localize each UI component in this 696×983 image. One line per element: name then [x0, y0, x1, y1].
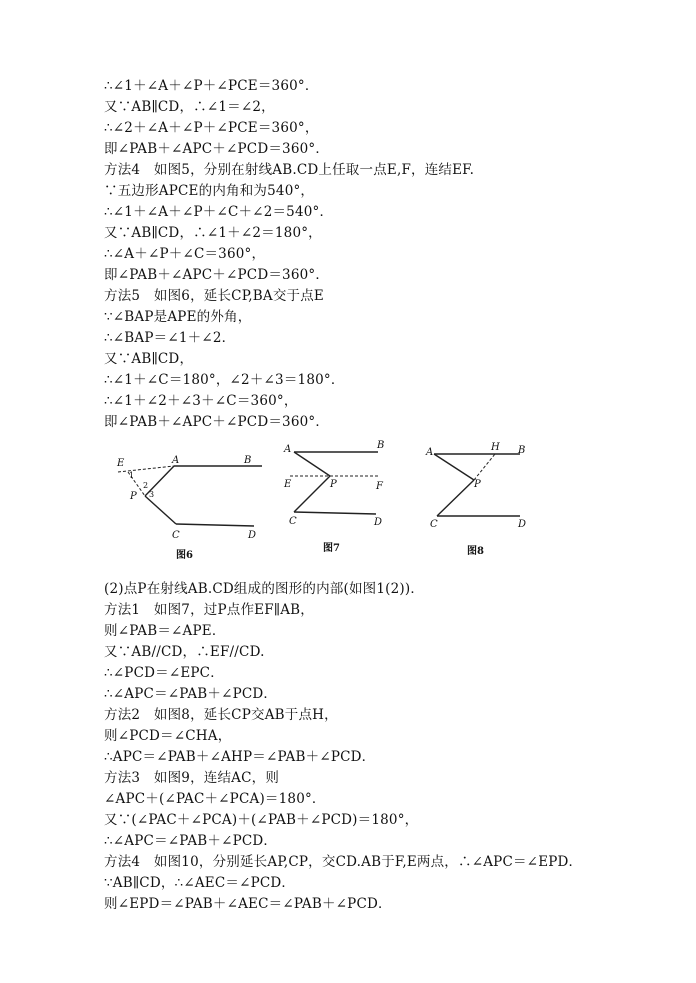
text-line: 又∵AB∥CD，∴∠1＋∠2＝180°，	[104, 225, 322, 241]
text-line: ∴APC＝∠PAB＋∠AHP＝∠PAB＋∠PCD．	[104, 749, 376, 765]
figures-row	[0, 436, 696, 566]
fig6-label-1: 1	[129, 471, 135, 480]
fig6-label-d: D	[248, 530, 257, 541]
fig7-label-e: E	[284, 479, 292, 490]
text-line: 方法3 如图9，连结AC，则	[104, 770, 280, 786]
text-line: ∴∠APC＝∠PAB＋∠PCD．	[104, 833, 278, 849]
text-line: 方法2 如图8，延长CP交AB于点H，	[104, 707, 338, 723]
text-line: 则∠PCD＝∠CHA，	[104, 728, 232, 744]
fig7-line-cd	[294, 512, 376, 514]
text-line: 则∠EPD＝∠PAB＋∠AEC＝∠PAB＋∠PCD．	[104, 896, 392, 912]
fig8-line-pc	[437, 480, 474, 516]
text-line: 方法4 如图10，分别延长AP,CP，交CD.AB于F,E两点，∴∠APC＝∠EPD．	[104, 854, 583, 870]
fig8-caption: 图8	[467, 546, 484, 557]
text-line: ∴∠PCD＝∠EPC．	[104, 665, 224, 681]
text-line: 则∠PAB＝∠APE．	[104, 623, 226, 639]
text-line: 即∠PAB＋∠APC＋∠PCD＝360°．	[104, 267, 330, 283]
fig6-label-2: 2	[143, 481, 149, 490]
fig6-label-p: P	[130, 491, 137, 502]
fig6-caption: 图6	[176, 550, 193, 561]
fig8-line-ph-dashed	[474, 454, 495, 480]
text-line: 方法4 如图5，分别在射线AB.CD上任取一点E,F，连结EF.	[104, 162, 475, 178]
fig6-label-c: C	[172, 530, 180, 541]
figure-7	[283, 440, 384, 554]
figure-6	[116, 455, 262, 561]
text-line: 方法5 如图6，延长CP,BA交于点E	[104, 288, 324, 304]
fig7-label-d: D	[374, 517, 383, 528]
fig6-line-cd	[176, 524, 254, 526]
text-line: ∠APC＋(∠PAC＋∠PCA)＝180°．	[104, 791, 326, 807]
figures-svg	[0, 436, 696, 566]
fig7-line-ap	[294, 452, 330, 476]
fig7-line-pc	[294, 476, 330, 512]
fig6-label-e: E	[117, 458, 125, 469]
text-line: 即∠PAB＋∠APC＋∠PCD＝360°．	[104, 141, 330, 157]
fig8-label-p: P	[474, 479, 481, 490]
text-line: ∴∠A＋∠P＋∠C＝360°，	[104, 246, 266, 262]
fig8-label-a: A	[426, 447, 434, 458]
fig6-line-pc	[145, 496, 176, 524]
fig7-caption: 图7	[323, 543, 340, 554]
fig7-label-b: B	[377, 440, 385, 451]
text-line: ∵AB∥CD，∴∠AEC＝∠PCD．	[104, 875, 296, 891]
fig7-label-a: A	[284, 444, 292, 455]
fig6-line-ea-dashed	[118, 466, 174, 472]
fig7-label-f: F	[376, 481, 383, 492]
text-line: ∴∠1＋∠C＝180°，∠2＋∠3＝180°．	[104, 372, 345, 388]
fig8-label-h: H	[491, 442, 500, 453]
text-line: ∴∠APC＝∠PAB＋∠PCD．	[104, 686, 278, 702]
figure-8	[425, 442, 526, 557]
text-line: ∴∠1＋∠A＋∠P＋∠PCE＝360°．	[104, 78, 319, 94]
fig8-label-c: C	[430, 519, 438, 530]
text-line: ∵∠BAP是APE的外角，	[104, 309, 252, 325]
text-line: ∴∠2＋∠A＋∠P＋∠PCE＝360°，	[104, 120, 319, 136]
fig8-label-d: D	[518, 519, 527, 530]
fig8-line-ap	[434, 454, 474, 480]
fig7-label-c: C	[289, 516, 297, 527]
text-line: 方法1 如图7，过P点作EF∥AB，	[104, 602, 314, 618]
text-line: ∴∠1＋∠A＋∠P＋∠C＋∠2＝540°．	[104, 204, 334, 220]
text-line: (2)点P在射线AB.CD组成的图形的内部(如图1(2))．	[104, 581, 425, 597]
fig8-label-b: B	[518, 445, 526, 456]
text-line: 又∵(∠PAC＋∠PCA)＋(∠PAB＋∠PCD)＝180°，	[104, 812, 419, 828]
fig6-label-3: 3	[149, 490, 155, 499]
fig6-label-b: B	[244, 455, 252, 466]
fig7-label-p: P	[330, 479, 337, 490]
text-line: 又∵AB∥CD，	[104, 351, 194, 367]
text-line: 又∵AB∥CD，∴∠1＝∠2，	[104, 99, 275, 115]
text-line: 即∠PAB＋∠APC＋∠PCD＝360°．	[104, 414, 330, 430]
text-line: 又∵AB//CD，∴EF//CD.	[104, 644, 265, 660]
text-line: ∴∠1＋∠2＋∠3＋∠C＝360°，	[104, 393, 298, 409]
text-line: ∴∠BAP＝∠1＋∠2．	[104, 330, 236, 346]
fig6-label-a: A	[172, 455, 180, 466]
text-line: ∵五边形APCE的内角和为540°，	[104, 183, 315, 199]
